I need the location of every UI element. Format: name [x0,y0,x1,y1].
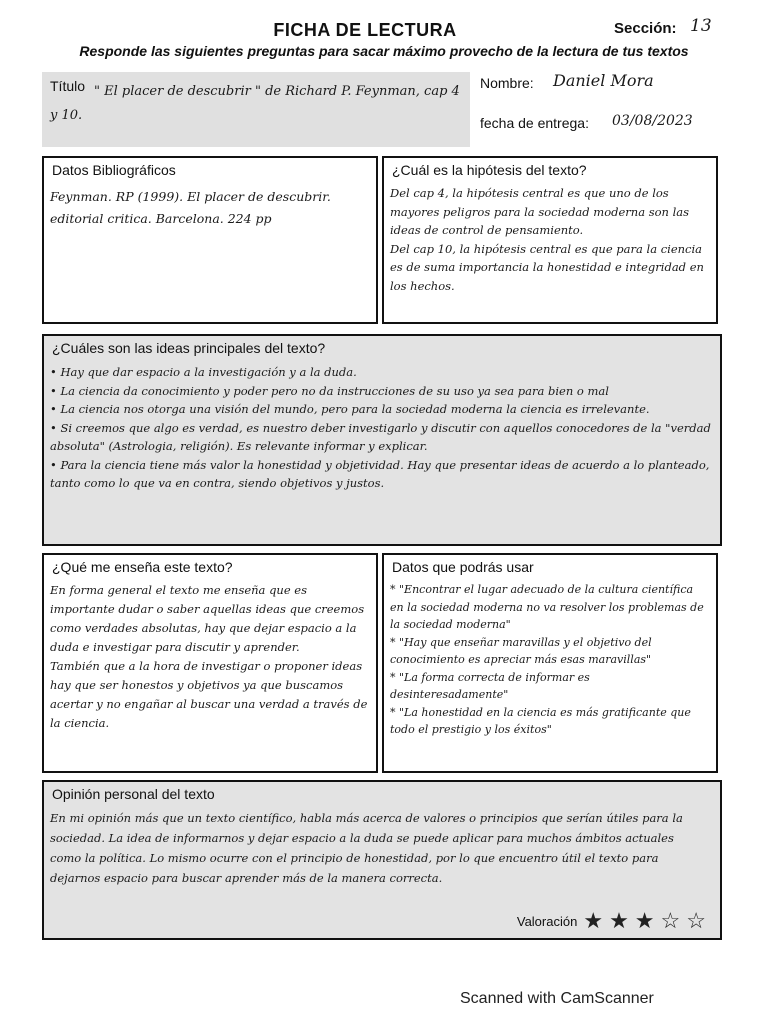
scanner-watermark: Scanned with CamScanner [460,990,654,1007]
name-field-label: Nombre: [480,75,534,91]
page-subtitle: Responde las siguientes preguntas para sacar máximo provecho de la lectura de tus textos [79,43,689,59]
rating-label: Valoración [516,913,578,929]
star-icon: ★ [583,908,604,933]
useful-data-item: * "Encontrar el lugar adecuado de la cultura científica en la sociedad moderna no va resolver los problemas de la sociedad moderna" [390,583,704,631]
bibliographic-box [42,156,378,324]
bibliographic-title: Datos Bibliográficos [52,162,176,178]
star-icon: ☆ [686,908,706,933]
teaches-box [42,553,378,773]
main-ideas-list [50,363,714,493]
main-idea-item: • Si creemos que algo es verdad, es nuestro deber investigarlo y discutir con aquellos conocedores de la "verdad absoluta" (Astrologia, religión). Es relevante informar y explicar. [50,420,711,453]
title-field-box [42,72,470,147]
bibliographic-text: Feynman. RP (1999). El placer de descubrir. editorial critica. Barcelona. 224 pp [50,189,331,226]
name-field-value: Daniel Mora [553,71,654,90]
date-field-label: fecha de entrega: [480,115,589,131]
main-idea-item: • Hay que dar espacio a la investigación y a la duda. [50,365,357,379]
date-field-value: 03/08/2023 [612,113,693,129]
main-idea-item: • La ciencia nos otorga una visión del mundo, pero para la sociedad moderna la ciencia es irrelevante. [50,402,650,416]
page-title: FICHA DE LECTURA [273,20,457,40]
main-ideas-title: ¿Cuáles son las ideas principales del texto? [52,340,326,356]
teaches-paragraph: También que a la hora de investigar o proponer ideas hay que ser honestos y objetivos ya que buscamos acertar y no engañar al buscar una verdad a través de la ciencia. [50,659,368,730]
hypothesis-paragraph: Del cap 10, la hipótesis central es que para la ciencia es de suma importancia la honestidad e integridad en los hechos. [390,241,704,293]
star-icon: ☆ [660,908,681,933]
teaches-title: ¿Qué me enseña este texto? [52,559,233,575]
hypothesis-title: ¿Cuál es la hipótesis del texto? [392,162,587,178]
main-ideas-box [42,334,722,546]
useful-data-item: * "La forma correcta de informar es desinteresadamente" [390,670,590,701]
teaches-paragraph: En forma general el texto me enseña que es importante dudar o saber aquellas ideas que creemos como verdades absolutas, hay que dejar espacio a la duda e investigar para discutir y aprender. [50,583,365,654]
useful-data-item: * "La honestidad en la ciencia es más gratificante que todo el prestigio y los éxitos" [390,705,691,736]
opinion-text: En mi opinión más que un texto científico, habla más acerca de valores o principios que serían útiles para la sociedad. La idea de informarnos y dejar espacio a la duda se puede aplicar para muchos ámbitos actuales como la política. Lo mismo ocurre con el principio de honestidad, por lo que encuentro útil el texto para dejarnos espacio para buscar aprender más de la manera correcta. [50,811,683,885]
title-field-value: " El placer de descubrir " de Richard P. Feynman, cap 4 y 10. [50,84,460,123]
section-label: Sección: [614,20,677,37]
teaches-text [50,581,370,733]
star-icon: ★ [634,908,655,933]
opinion-box [42,780,722,940]
title-field-label: Título [50,78,86,94]
rating [517,910,706,932]
useful-data-list [390,581,710,739]
star-icon: ★ [609,908,629,933]
hypothesis-text [390,184,710,295]
hypothesis-box [382,156,718,324]
opinion-title: Opinión personal del texto [52,786,215,802]
section-value: 13 [690,16,712,36]
main-idea-item: • Para la ciencia tiene más valor la honestidad y objetividad. Hay que presentar ideas de acuerdo a lo planteado, tanto como lo que va en contra, siendo objetivos y justos. [50,457,710,490]
main-idea-item: • La ciencia da conocimiento y poder pero no da instrucciones de su uso ya sea para bien o mal [50,383,609,398]
useful-data-title: Datos que podrás usar [392,559,534,575]
hypothesis-paragraph: Del cap 4, la hipótesis central es que uno de los mayores peligros para la sociedad moderna son las ideas de control de pensamiento. [390,186,690,237]
useful-data-box [382,553,718,773]
useful-data-item: * "Hay que enseñar maravillas y el objetivo del conocimiento es apreciar más esas maravillas" [390,635,652,666]
